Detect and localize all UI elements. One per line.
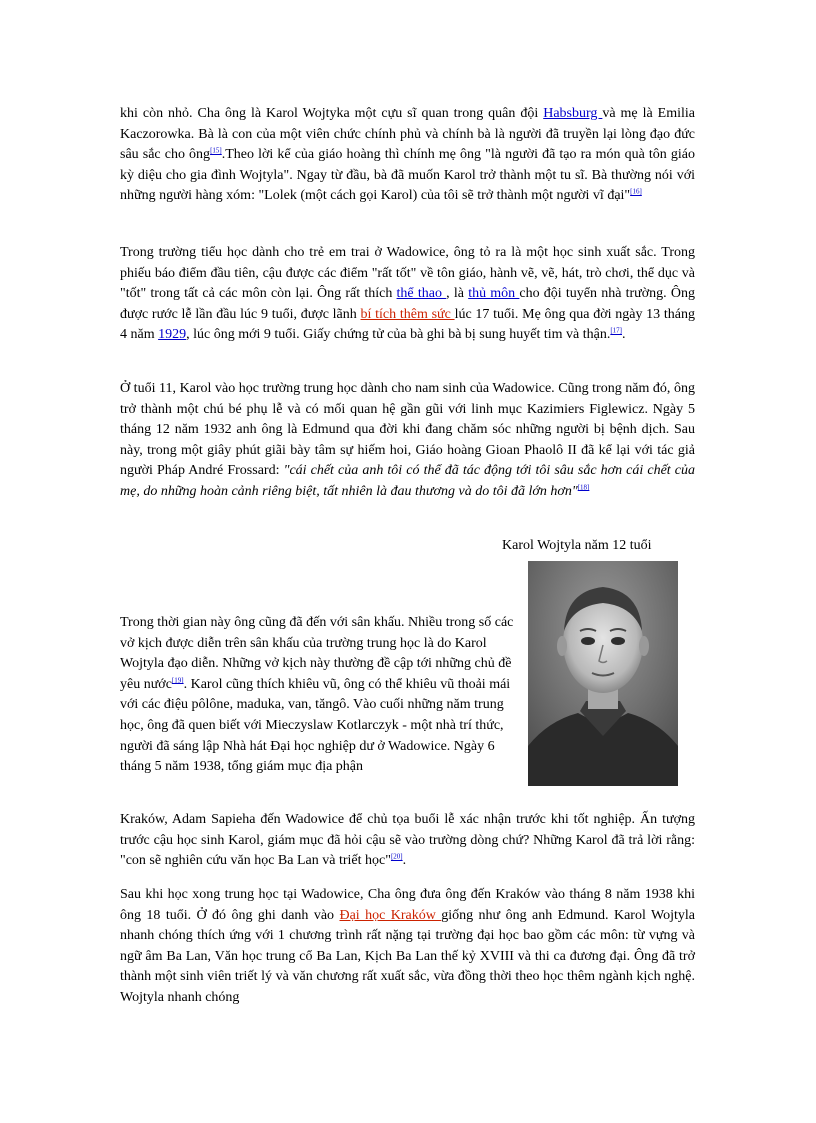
link-1929[interactable]: 1929 (158, 327, 187, 343)
text: . (622, 327, 626, 343)
quote: "cái chết của anh tôi có thể đã tác động tới tôi sâu sắc hơn cái chết của mẹ, do những hoàn cảnh riêng biệt, tất nhiên là đau thương và do tôi đã lớn hơn" (120, 463, 695, 499)
footnote-ref-15[interactable]: [15] (210, 146, 222, 155)
text: , lúc ông mới 9 tuổi. Giấy chứng tử của bà ghi bà bị sung huyết tim và thận. (186, 327, 611, 343)
portrait-photo (528, 561, 678, 786)
paragraph-university (120, 885, 695, 1009)
paragraph-theatre (120, 613, 515, 778)
text: lúc 17 tuổi. Mẹ ông qua đời ngày 13 tháng 4 năm (120, 306, 696, 343)
footnote-ref-19[interactable]: [19] (171, 676, 184, 685)
link-bi-tich-them-suc[interactable]: bí tích thêm sức (360, 306, 455, 322)
text: . Karol cũng thích khiêu vũ, ông có thể khiêu vũ thoải mái với các điệu pôlône, maduka, van, tăngô. Vào cuối những năm trung học, ông đã quen biết với Mieczyslaw Kotlarczyk - một nhà trí thức, người đã sáng lập Nhà hát Đại học nghiệp dư ở Wadowice. Ngày 6 tháng 5 năm 1938, tổng giám mục địa phận (120, 676, 511, 775)
text: khi còn nhỏ. Cha ông là Karol Wojtyka một cựu sĩ quan trong quân đội (120, 106, 544, 121)
text: Ở tuổi 11, Karol vào học trường trung học dành cho nam sinh của Wadowice. Cũng trong năm đó, ông trở thành một chú bé phụ lễ và có mối quan hệ gần gũi với linh mục Kazimiers Figlewicz. Ngày 5 tháng 12 năm 1932 anh ông là Edmund qua đời khi đang chăm sóc những người bị bệnh dịch. Sau này, trong một giây phút giãi bày tâm sự hiếm hoi, Giáo hoàng Gioan Phaolô II đã kể lại với tác giả người Pháp André Frossard: (120, 381, 695, 479)
paragraph-secondary-school (120, 379, 695, 503)
link-thu-mon[interactable]: thủ môn (468, 286, 520, 302)
footnote-ref-20[interactable]: [20] (390, 852, 403, 861)
link-habsburg[interactable]: Habsburg (543, 106, 603, 121)
link-dai-hoc-krakow[interactable]: Đại học Kraków (339, 907, 442, 923)
footnote-ref-16[interactable]: [16] (630, 187, 642, 196)
text: Trong thời gian này ông cũng đã đến với sân khấu. Nhiều trong số các vở kịch được diễn trên sân khấu của trường trung học là do Karol Wojtyla đạo diễn. Những vở kịch này thường đề cập tới những chủ đề yêu nước (120, 615, 514, 692)
text: . (402, 853, 407, 869)
text: Sau khi học xong trung học tại Wadowice, Cha ông đưa ông đến Kraków vào tháng 8 năm 1938 khi ông 18 tuổi. Ở đó ông ghi danh vào (120, 887, 695, 923)
paragraph-parents (120, 104, 695, 207)
paragraph-primary-school (120, 243, 695, 346)
link-the-thao[interactable]: thể thao (396, 286, 447, 302)
text: , là (446, 286, 469, 302)
footnote-ref-17[interactable]: [17] (610, 326, 623, 335)
text: cho đội tuyển nhà trường. Ông được rước lễ lần đầu lúc 9 tuổi, được lãnh (120, 286, 695, 322)
text: Trong trường tiểu học dành cho trẻ em trai ở Wadowice, ông tỏ ra là một học sinh xuất sắc. Trong phiếu báo điểm đầu tiên, cậu được các điểm "rất tốt" về tôn giáo, hành vẽ, vẽ, hát, trò chơi, thể dục và "tốt" trong tất cả các môn còn lại. Ông rất thích (120, 245, 695, 302)
portrait-photo-icon (528, 561, 678, 786)
footnote-ref-18[interactable]: [18] (577, 483, 590, 492)
paragraph-confirmation (120, 810, 695, 872)
text: và mẹ là Emilia Kaczorowka. Bà là con của một viên chức chính phủ và chính bà là người đã truyền lại lòng đạo đức sâu sắc cho ông (120, 106, 695, 163)
text: giống như ông anh Edmund. Karol Wojtyla nhanh chóng thích ứng với 1 chương trình rất nặng tại trường đại học bao gồm các môn: từ vựng và ngữ âm Ba Lan, Văn học trung cổ Ba Lan, Kịch Ba Lan thế kỷ XVIII và thi ca đương đại. Ông đã trở thành một sinh viên triết lý và văn chương rất xuất sắc, vừa đồng thời theo học thêm ngành kịch nghệ. Wojtyla nhanh chóng (120, 907, 695, 1005)
photo-caption: Karol Wojtyla năm 12 tuổi (502, 538, 652, 553)
text: .Theo lời kể của giáo hoàng thì chính mẹ ông "là người đã tạo ra món quà tôn giáo kỳ diệu cho gia đình Wojtyla". Ngay từ đầu, bà đã muốn Karol trở thành một tu sĩ. Bà thường nói với những người hàng xóm: "Lolek (một cách gọi Karol) của tôi sẽ trở thành một người vĩ đại" (120, 147, 695, 204)
text: Kraków, Adam Sapieha đến Wadowice để chủ tọa buổi lễ xác nhận trước khi tốt nghiệp. Ấn tượng trước cậu học sinh Karol, giám mục đã hỏi cậu sẽ vào trường dòng chứ? Những Karol đã trả lời rằng: "con sẽ nghiên cứu văn học Ba Lan và triết học" (120, 812, 695, 869)
